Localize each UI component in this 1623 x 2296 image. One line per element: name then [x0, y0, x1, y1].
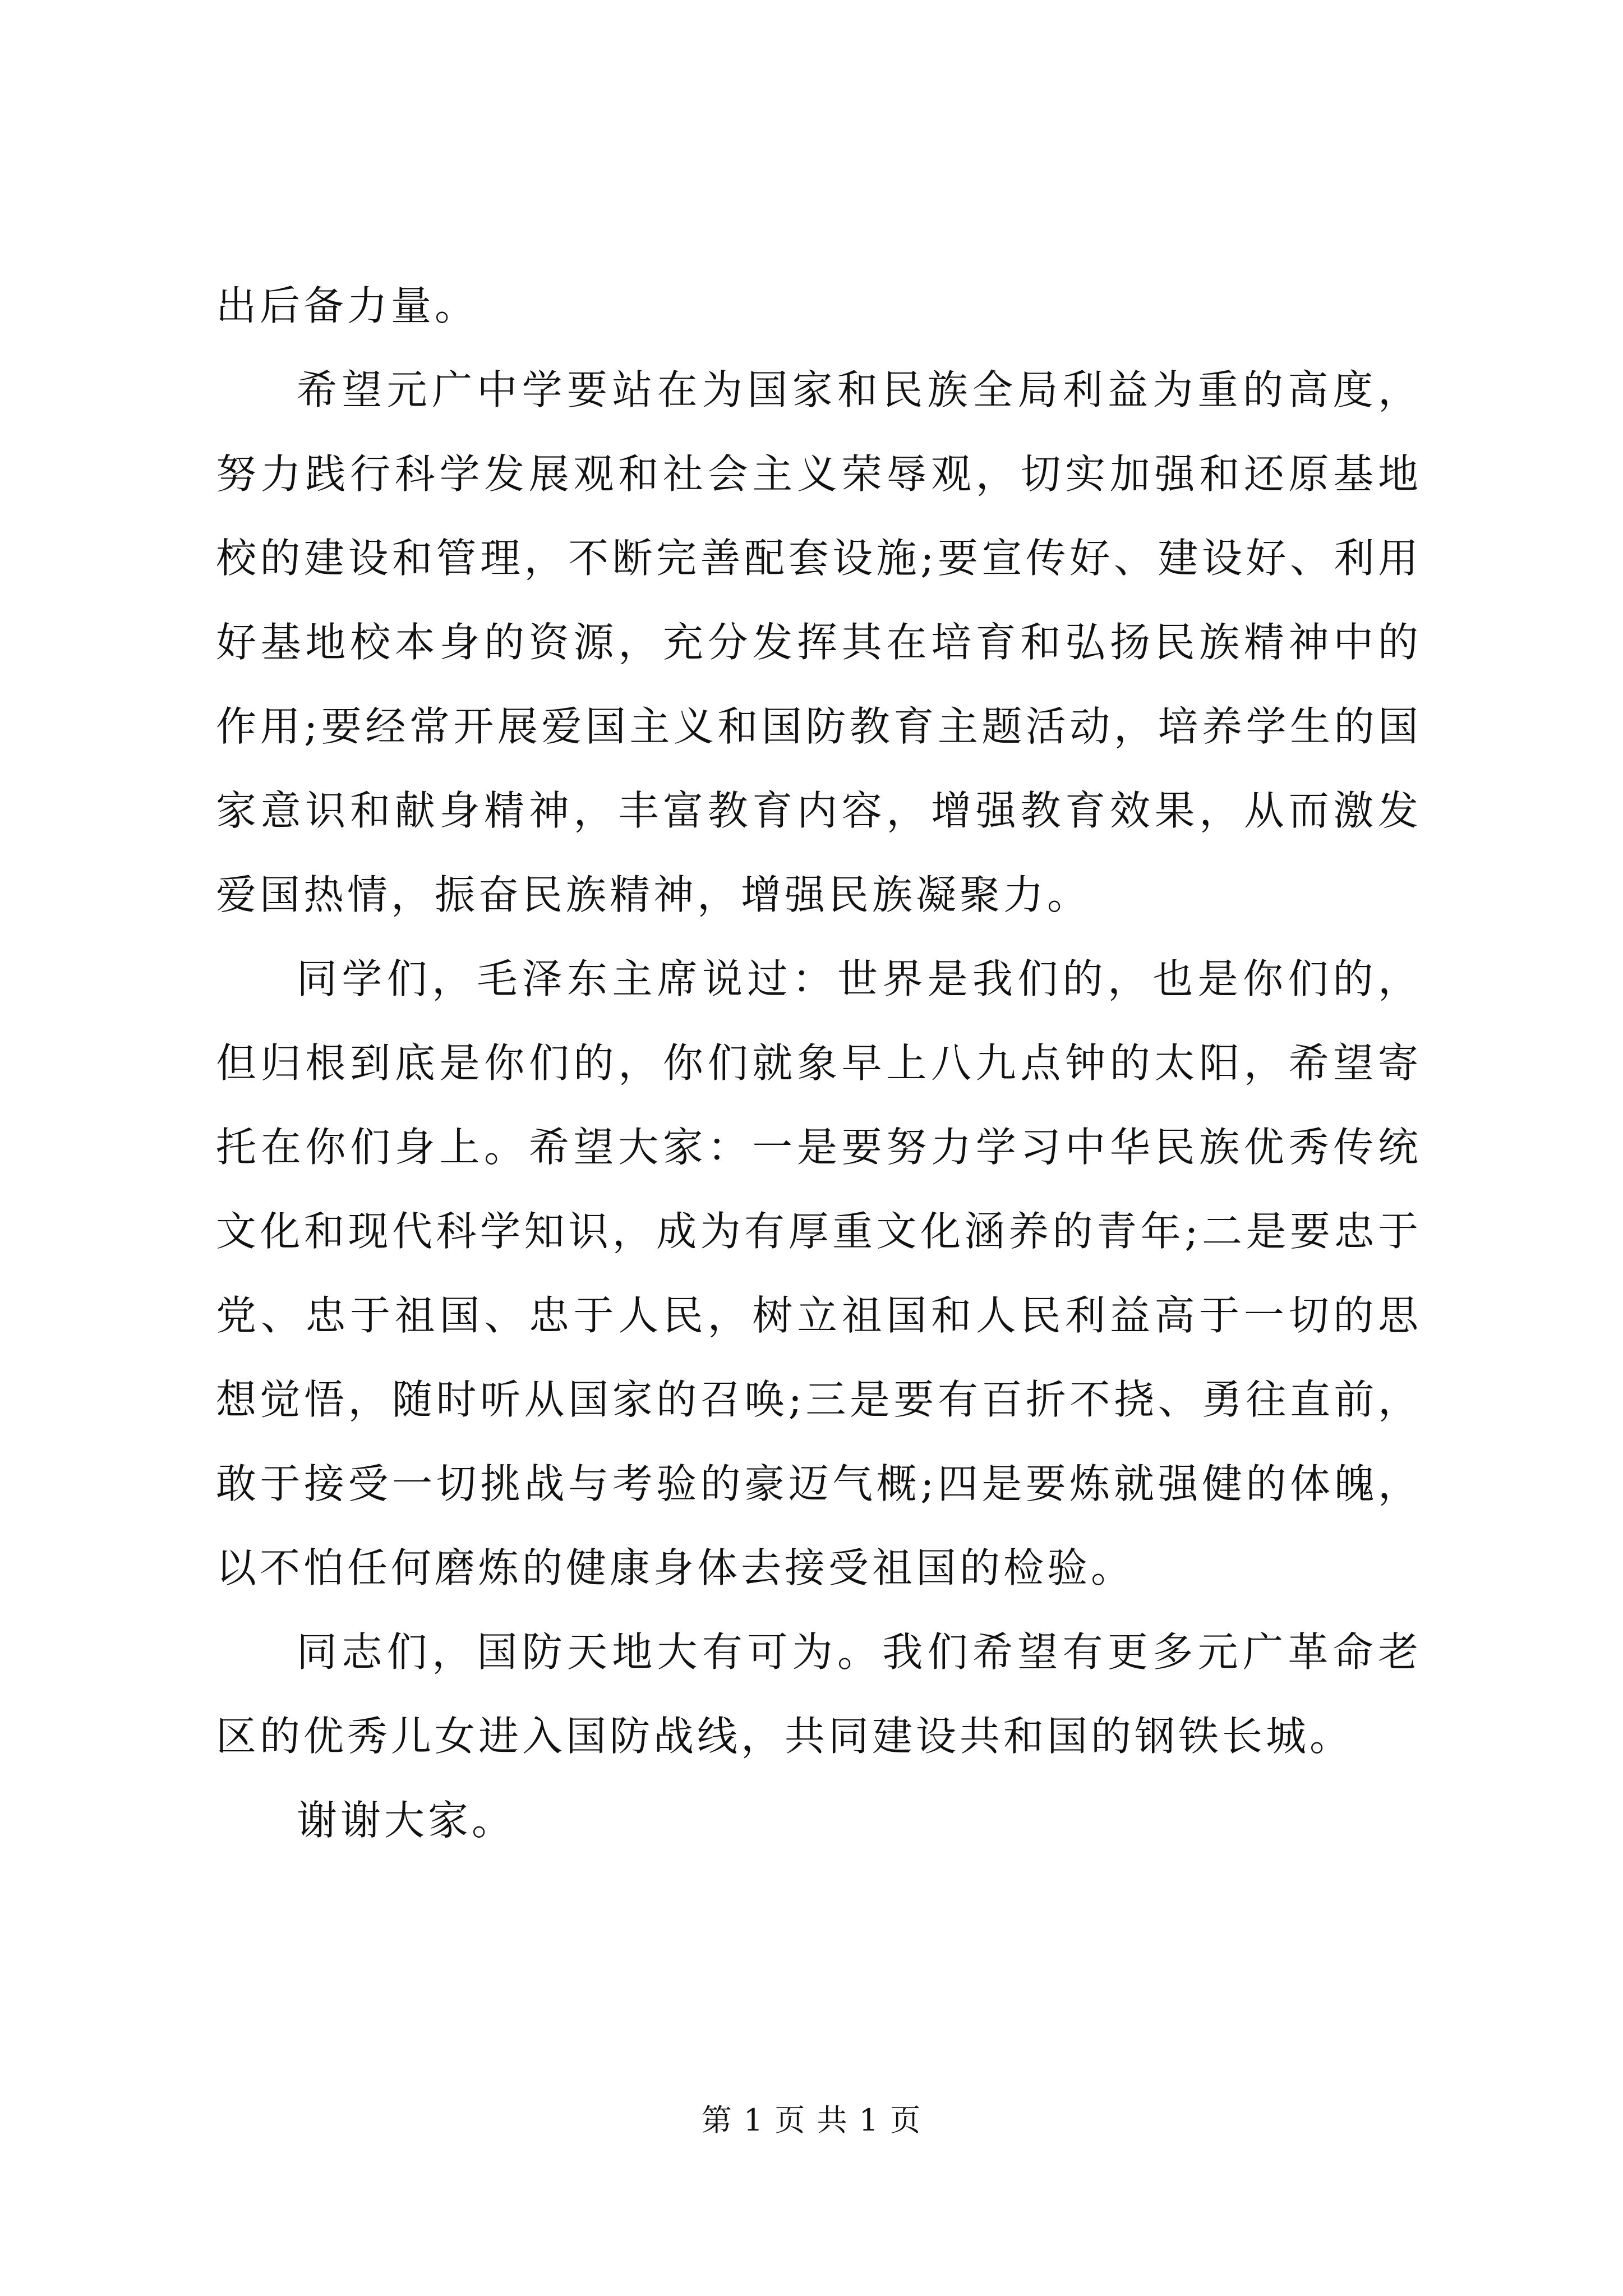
page-footer: 第 1 页 共 1 页	[701, 2102, 922, 2138]
paragraph-comrades: 同志们，国防天地大有可为。我们希望有更多元广革命老区的优秀儿女进入国防战线，共同建设共和国的钢铁长城。	[216, 1628, 1422, 1760]
paragraph-thanks: 谢谢大家。	[297, 1797, 516, 1844]
paragraph-continuation: 出后备力量。	[216, 282, 479, 329]
document-body	[216, 264, 1422, 1862]
paragraph-students-hope: 同学们，毛泽东主席说过：世界是我们的，也是你们的，但归根到底是你们的，你们就象早上八九点钟的太阳，希望寄托在你们身上。希望大家：一是要努力学习中华民族优秀传统文化和现代科学知识，成为有厚重文化涵养的青年;二是要忠于党、忠于祖国、忠于人民，树立祖国和人民利益高于一切的思想觉悟，随时听从国家的召唤;三是要有百折不挠、勇往直前，敢于接受一切挑战与考验的豪迈气概;四是要炼就强健的体魄，以不怕任何磨炼的健康身体去接受祖国的检验。	[216, 955, 1422, 1591]
paragraph-school-hope: 希望元广中学要站在为国家和民族全局利益为重的高度，努力践行科学发展观和社会主义荣辱观，切实加强和还原基地校的建设和管理，不断完善配套设施;要宣传好、建设好、利用好基地校本身的资源，充分发挥其在培育和弘扬民族精神中的作用;要经常开展爱国主义和国防教育主题活动，培养学生的国家意识和献身精神，丰富教育内容，增强教育效果，从而激发爱国热情，振奋民族精神，增强民族凝聚力。	[216, 366, 1422, 918]
